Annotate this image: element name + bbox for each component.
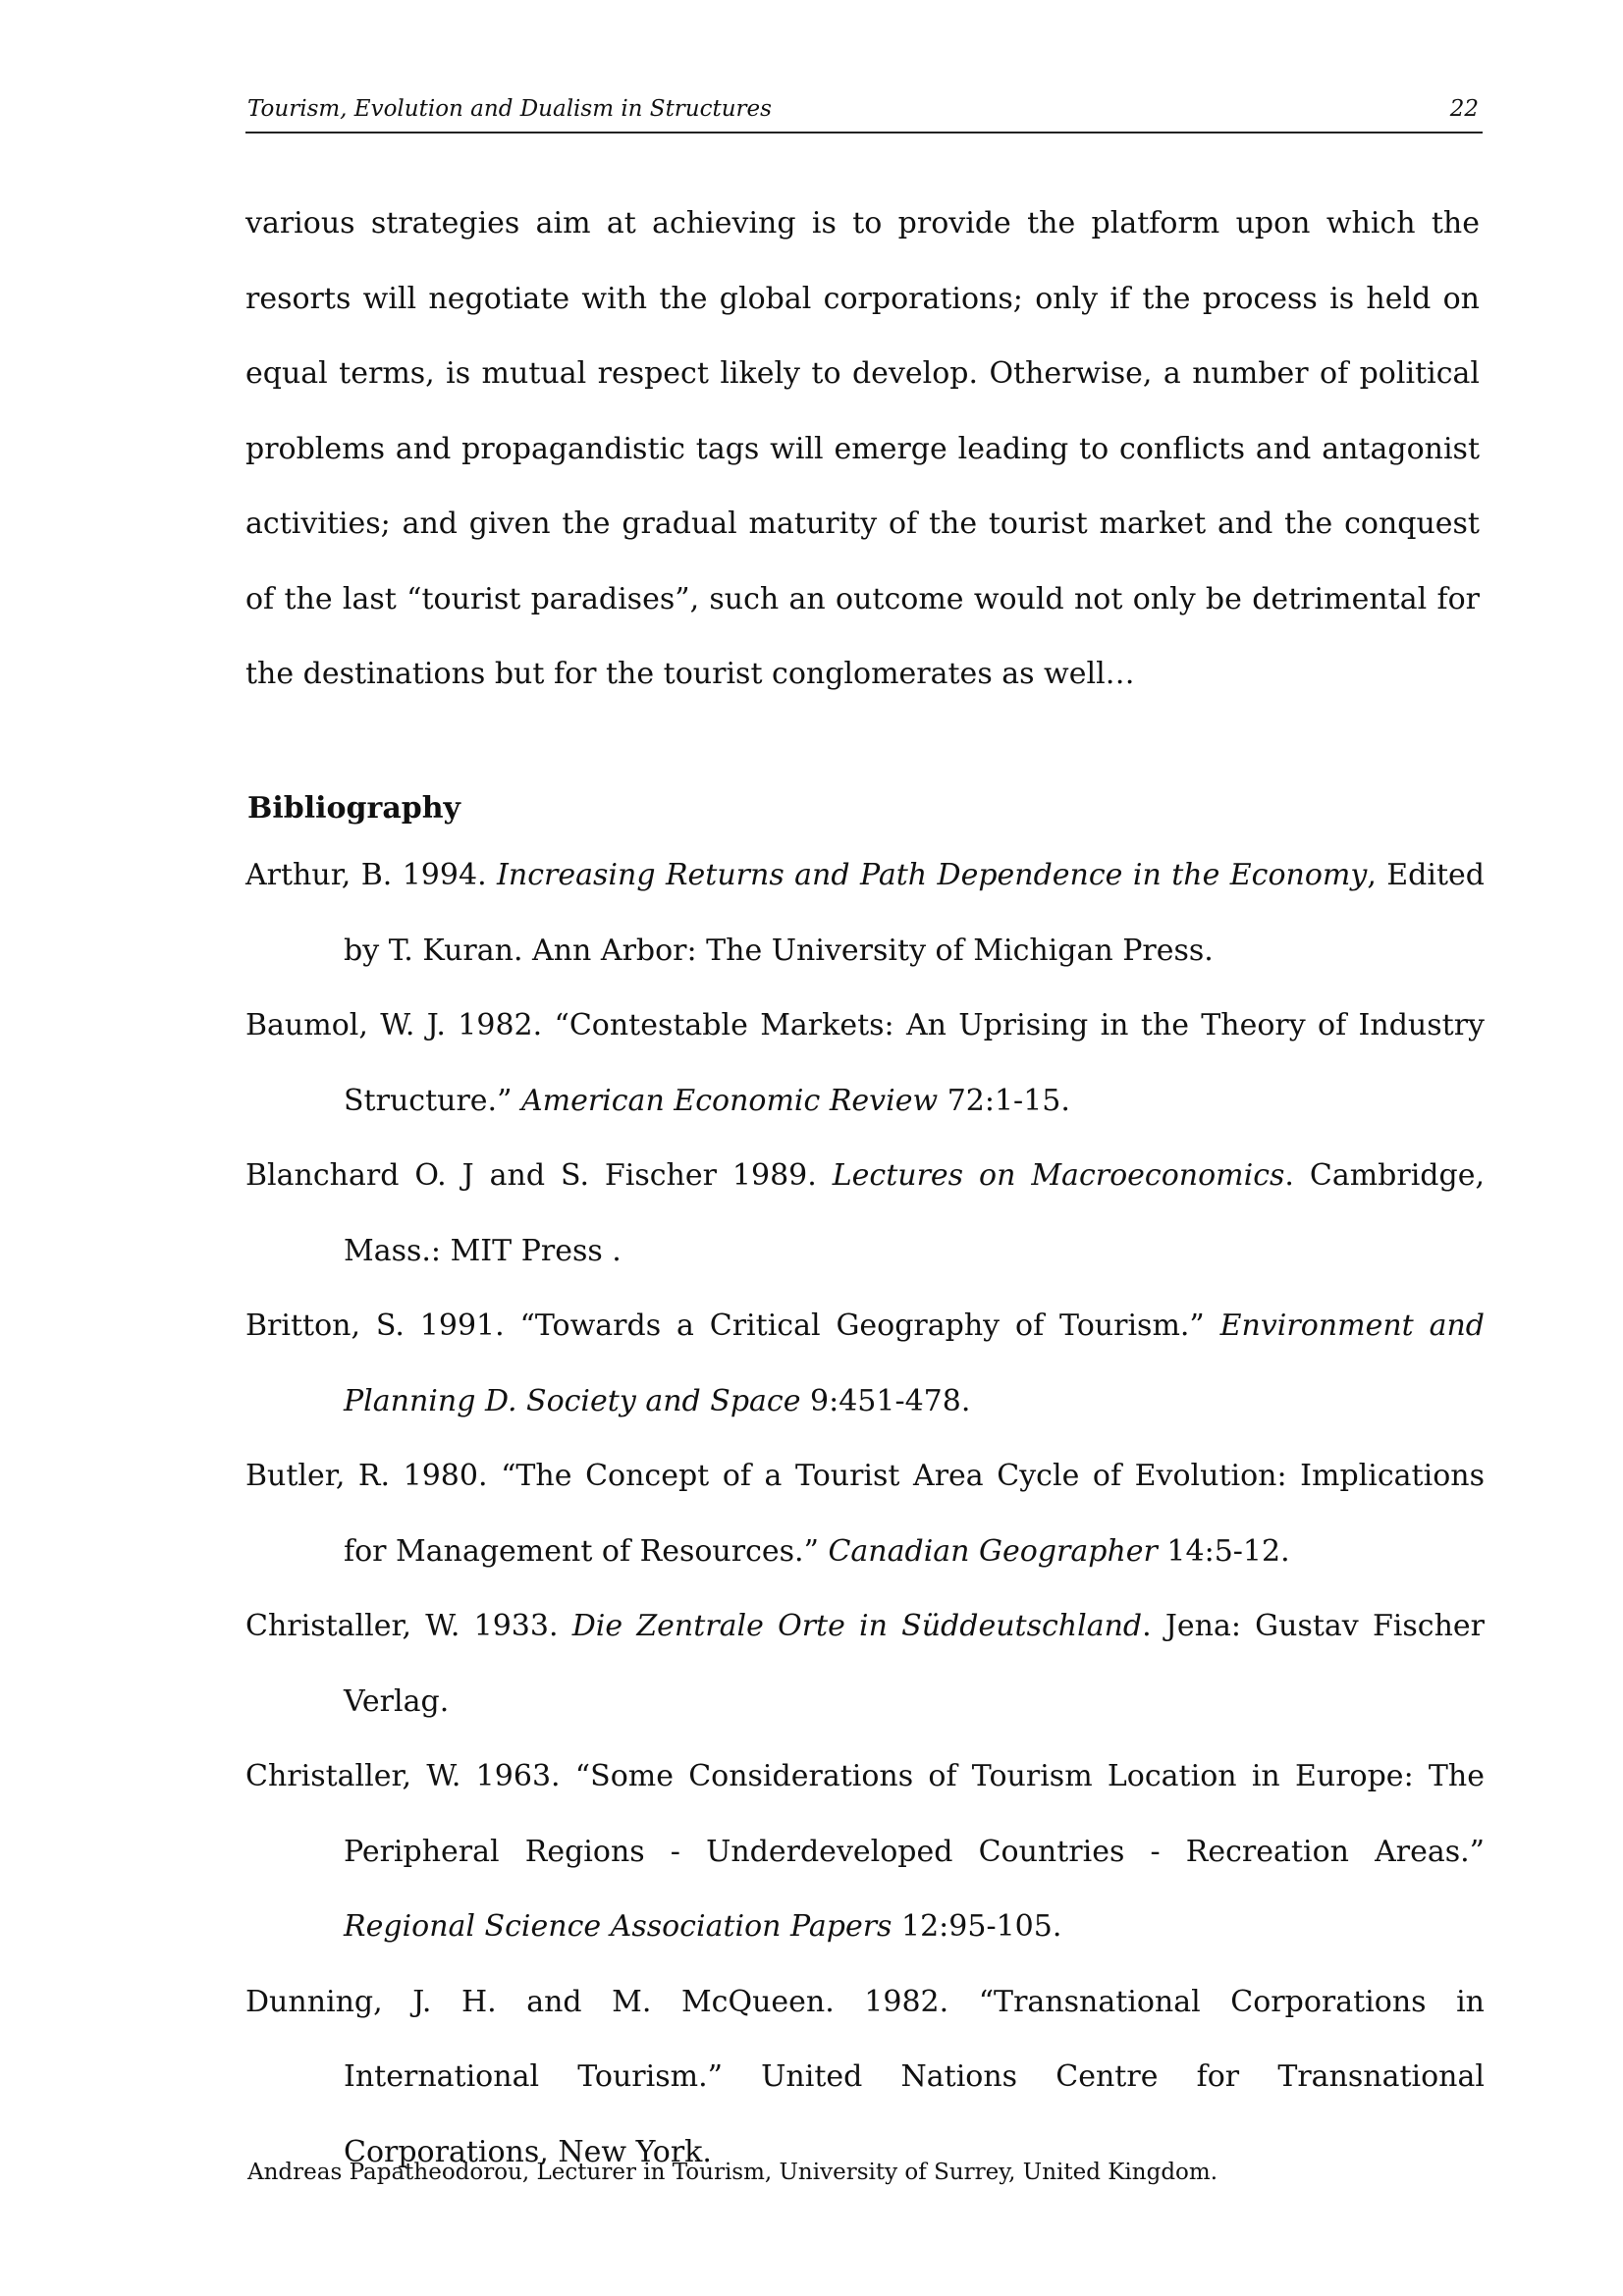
bib-entry-christaller-1963 bbox=[245, 1739, 1485, 1965]
bib-entry-italic: Die Zentrale Orte in Süddeutschland bbox=[571, 1609, 1143, 1643]
bib-entry-text: Arthur, B. 1994. bbox=[245, 858, 498, 892]
bib-entry-text: Dunning, J. H. and M. McQueen. 1982. “Transnational Corporations in International Tourism.” United Nations Centre for Transnational Corporations, New York. bbox=[245, 1984, 1485, 2169]
bib-entry-italic: Canadian Geographer bbox=[828, 1533, 1158, 1569]
bib-entry-text: Baumol, W. J. 1982. “Contestable Markets: An Uprising in the Theory of Industry Structure.” bbox=[245, 1008, 1485, 1118]
bib-entry-butler bbox=[245, 1439, 1485, 1589]
bib-entry-text: 9:451-478. bbox=[800, 1383, 971, 1418]
bibliography-list bbox=[245, 838, 1485, 2190]
bib-entry-text: , Edited by T. Kuran. Ann Arbor: The University of Michigan Press. bbox=[344, 858, 1485, 968]
bib-entry-blanchard bbox=[245, 1139, 1485, 1289]
bib-entry-text: Butler, R. 1980. “The Concept of a Tourist Area Cycle of Evolution: Implications for Management of Resources.” bbox=[245, 1459, 1485, 1569]
bib-entry-text: 14:5-12. bbox=[1157, 1533, 1290, 1569]
bib-entry-text: 12:95-105. bbox=[892, 1909, 1062, 1944]
running-header bbox=[245, 94, 1483, 133]
bib-entry-italic: Environment and Planning D. Society and Space bbox=[344, 1308, 1485, 1418]
bib-entry-italic: American Economic Review bbox=[520, 1083, 939, 1118]
bib-entry-italic: Regional Science Association Papers bbox=[344, 1909, 893, 1944]
bib-entry-text: . Jena: Gustav Fischer Verlag. bbox=[344, 1609, 1485, 1719]
bib-entry-baumol bbox=[245, 988, 1485, 1139]
bib-entry-italic: Increasing Returns and Path Dependence in the Economy bbox=[497, 858, 1368, 892]
bib-entry-arthur bbox=[245, 838, 1485, 988]
running-title: Tourism, Evolution and Dualism in Structures bbox=[247, 96, 772, 122]
page-footer: Andreas Papatheodorou, Lecturer in Tourism, University of Surrey, United Kingdom. bbox=[247, 2160, 1218, 2185]
bib-entry-dunning bbox=[245, 1965, 1485, 2191]
bib-entry-britton bbox=[245, 1289, 1485, 1439]
bib-entry-text: Britton, S. 1991. “Towards a Critical Geography of Tourism.” bbox=[245, 1308, 1220, 1343]
bib-entry-christaller-1933 bbox=[245, 1589, 1485, 1739]
bib-entry-italic: Lectures on Macroeconomics bbox=[832, 1158, 1285, 1193]
bib-entry-text: Christaller, W. 1963. “Some Considerations of Tourism Location in Europe: The Peripheral Regions - Underdeveloped Countries - Recreation Areas.” bbox=[245, 1759, 1485, 1869]
bib-entry-text: Christaller, W. 1933. bbox=[245, 1609, 572, 1643]
page-number: 22 bbox=[1449, 96, 1479, 122]
bib-entry-text: 72:1-15. bbox=[938, 1083, 1070, 1118]
body-paragraph: various strategies aim at achieving is to provide the platform upon which the resorts will negotiate with the global corporations; only if the process is held on equal terms, is mutual respect likely to develop. Otherwise, a number of political problems and propagandistic tags will emerge leading to conflicts and antagonist activities; and given the gradual maturity of the tourist market and the conquest of the last “tourist paradises”, such an outcome would not only be detrimental for the destinations but for the tourist conglomerates as well… bbox=[245, 206, 1480, 691]
bibliography-heading: Bibliography bbox=[247, 791, 460, 826]
bib-entry-text: . Cambridge, Mass.: MIT Press . bbox=[344, 1158, 1485, 1268]
bib-entry-text: Blanchard O. J and S. Fischer 1989. bbox=[245, 1158, 833, 1193]
